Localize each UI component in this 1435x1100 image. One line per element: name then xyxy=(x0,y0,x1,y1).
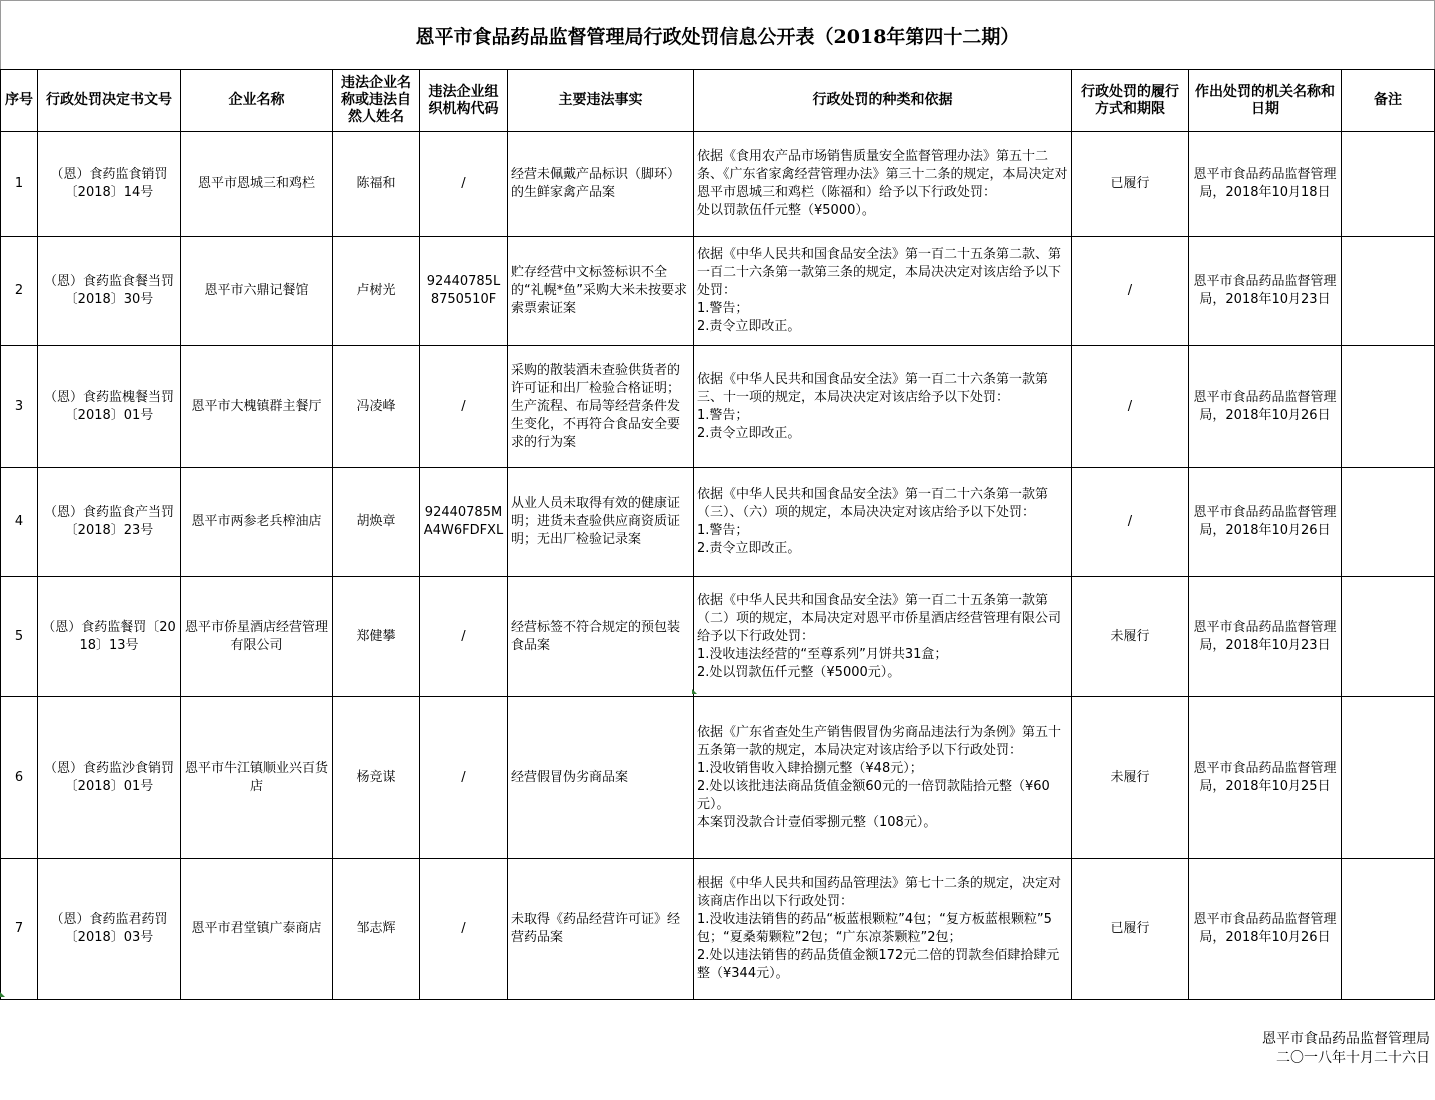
cell-execution: 已履行 xyxy=(1072,132,1189,237)
cell-authority: 恩平市食品药品监督管理局，2018年10月23日 xyxy=(1189,577,1342,697)
cell-org-code: / xyxy=(420,697,508,859)
cell-decision-no: （恩）食药监食餐当罚〔2018〕30号 xyxy=(38,237,181,346)
cell-execution: / xyxy=(1072,237,1189,346)
cell-org-code: / xyxy=(420,859,508,1000)
cell-decision-no: （恩）食药监沙食销罚〔2018〕01号 xyxy=(38,697,181,859)
header-authority: 作出处罚的机关名称和日期 xyxy=(1189,70,1342,132)
table-row xyxy=(1,237,1435,346)
cell-company: 恩平市大槐镇群主餐厅 xyxy=(181,346,333,468)
cell-company: 恩平市侨星酒店经营管理有限公司 xyxy=(181,577,333,697)
cell-person: 郑健攀 xyxy=(333,577,420,697)
cell-authority: 恩平市食品药品监督管理局，2018年10月26日 xyxy=(1189,859,1342,1000)
cell-execution: / xyxy=(1072,468,1189,577)
cell-authority: 恩平市食品药品监督管理局，2018年10月26日 xyxy=(1189,468,1342,577)
header-execution: 行政处罚的履行方式和期限 xyxy=(1072,70,1189,132)
footer xyxy=(1262,1030,1430,1068)
header-company: 企业名称 xyxy=(181,70,333,132)
cell-execution: 已履行 xyxy=(1072,859,1189,1000)
cell-facts: 从业人员未取得有效的健康证明；进货未查验供应商资质证明；无出厂检验记录案 xyxy=(508,468,694,577)
table-row xyxy=(1,468,1435,577)
cell-remark xyxy=(1342,468,1435,577)
cell-remark xyxy=(1342,132,1435,237)
cell-person: 陈福和 xyxy=(333,132,420,237)
cell-marker-icon xyxy=(0,992,5,997)
cell-person: 卢树光 xyxy=(333,237,420,346)
cell-person: 胡焕章 xyxy=(333,468,420,577)
cell-facts: 未取得《药品经营许可证》经营药品案 xyxy=(508,859,694,1000)
cell-basis: 根据《中华人民共和国药品管理法》第七十二条的规定，决定对该商店作出以下行政处罚： 1.没收违法销售的药品“板蓝根颗粒”4包；“复方板蓝根颗粒”5包；“夏桑菊颗粒”2包；“广东凉茶颗粒”2包； 2.处以违法销售的药品货值金额172元二倍的罚款叁佰肆拾肆元整（¥344元）。 xyxy=(694,859,1072,1000)
cell-basis: 依据《中华人民共和国食品安全法》第一百二十五条第二款、第一百二十六条第一款第三条的规定，本局决决定对该店给予以下处罚： 1.警告； 2.责令立即改正。 xyxy=(694,237,1072,346)
cell-remark xyxy=(1342,237,1435,346)
cell-seq: 5 xyxy=(1,577,38,697)
cell-decision-no: （恩）食药监餐罚〔2018〕13号 xyxy=(38,577,181,697)
cell-seq: 4 xyxy=(1,468,38,577)
cell-person: 冯凌峰 xyxy=(333,346,420,468)
table-row xyxy=(1,577,1435,697)
table-row xyxy=(1,132,1435,237)
cell-remark xyxy=(1342,697,1435,859)
footer-date: 二〇一八年十月二十六日 xyxy=(1276,1050,1430,1066)
cell-authority: 恩平市食品药品监督管理局，2018年10月18日 xyxy=(1189,132,1342,237)
cell-remark xyxy=(1342,859,1435,1000)
cell-seq: 2 xyxy=(1,237,38,346)
cell-person: 邹志辉 xyxy=(333,859,420,1000)
cell-facts: 经营假冒伪劣商品案 xyxy=(508,697,694,859)
table-row xyxy=(1,697,1435,859)
table-row xyxy=(1,346,1435,468)
cell-seq: 3 xyxy=(1,346,38,468)
header-seq: 序号 xyxy=(1,70,38,132)
cell-org-code: / xyxy=(420,346,508,468)
cell-decision-no: （恩）食药监君药罚〔2018〕03号 xyxy=(38,859,181,1000)
header-person: 违法企业名称或违法自然人姓名 xyxy=(333,70,420,132)
cell-decision-no: （恩）食药监食产当罚〔2018〕23号 xyxy=(38,468,181,577)
table-header-row xyxy=(1,70,1435,132)
cell-marker-icon xyxy=(692,689,697,694)
cell-execution: 未履行 xyxy=(1072,577,1189,697)
header-facts: 主要违法事实 xyxy=(508,70,694,132)
cell-authority: 恩平市食品药品监督管理局，2018年10月23日 xyxy=(1189,237,1342,346)
cell-authority: 恩平市食品药品监督管理局，2018年10月25日 xyxy=(1189,697,1342,859)
cell-execution: / xyxy=(1072,346,1189,468)
cell-seq: 1 xyxy=(1,132,38,237)
footer-issuer: 恩平市食品药品监督管理局 xyxy=(1262,1031,1430,1047)
cell-org-code: / xyxy=(420,132,508,237)
cell-basis: 依据《中华人民共和国食品安全法》第一百二十五条第一款第（二）项的规定，本局决定对恩平市侨星酒店经营管理有限公司给予以下行政处罚： 1.没收违法经营的“至尊系列”月饼共31盒； 2.处以罚款伍仟元整（¥5000元）。 xyxy=(694,577,1072,697)
cell-seq: 7 xyxy=(1,859,38,1000)
cell-decision-no: （恩）食药监食销罚〔2018〕14号 xyxy=(38,132,181,237)
cell-org-code: / xyxy=(420,577,508,697)
cell-decision-no: （恩）食药监槐餐当罚〔2018〕01号 xyxy=(38,346,181,468)
cell-facts: 贮存经营中文标签标识不全的“礼幌*鱼”采购大米未按要求索票索证案 xyxy=(508,237,694,346)
cell-org-code: 92440785MA4W6FDFXL xyxy=(420,468,508,577)
cell-remark xyxy=(1342,577,1435,697)
cell-company: 恩平市两参老兵榨油店 xyxy=(181,468,333,577)
cell-company: 恩平市牛江镇顺业兴百货店 xyxy=(181,697,333,859)
penalty-table xyxy=(0,69,1435,1000)
cell-remark xyxy=(1342,346,1435,468)
cell-basis: 依据《中华人民共和国食品安全法》第一百二十六条第一款第三、十一项的规定，本局决决定对该店给予以下处罚： 1.警告； 2.责令立即改正。 xyxy=(694,346,1072,468)
cell-person: 杨竞谋 xyxy=(333,697,420,859)
cell-facts: 经营未佩戴产品标识（脚环）的生鲜家禽产品案 xyxy=(508,132,694,237)
cell-execution: 未履行 xyxy=(1072,697,1189,859)
cell-facts: 经营标签不符合规定的预包装食品案 xyxy=(508,577,694,697)
header-org-code: 违法企业组织机构代码 xyxy=(420,70,508,132)
page-title: 恩平市食品药品监督管理局行政处罚信息公开表（2018年第四十二期） xyxy=(0,0,1435,69)
cell-company: 恩平市恩城三和鸡栏 xyxy=(181,132,333,237)
cell-org-code: 92440785L8750510F xyxy=(420,237,508,346)
cell-authority: 恩平市食品药品监督管理局，2018年10月26日 xyxy=(1189,346,1342,468)
header-remark: 备注 xyxy=(1342,70,1435,132)
cell-basis: 依据《食用农产品市场销售质量安全监督管理办法》第五十二条、《广东省家禽经营管理办法》第三十二条的规定，本局决定对恩平市恩城三和鸡栏（陈福和）给予以下行政处罚： 处以罚款伍仟元整（¥5000）。 xyxy=(694,132,1072,237)
header-basis: 行政处罚的种类和依据 xyxy=(694,70,1072,132)
cell-seq: 6 xyxy=(1,697,38,859)
cell-basis: 依据《中华人民共和国食品安全法》第一百二十六条第一款第（三）、（六）项的规定，本局决决定对该店给予以下处罚： 1.警告； 2.责令立即改正。 xyxy=(694,468,1072,577)
cell-basis: 依据《广东省查处生产销售假冒伪劣商品违法行为条例》第五十五条第一款的规定，本局决定对该店给予以下行政处罚： 1.没收销售收入肆拾捌元整（¥48元）； 2.处以该批违法商品货值金额60元的一倍罚款陆拾元整（¥60元）。 本案罚没款合计壹佰零捌元整（108元）。 xyxy=(694,697,1072,859)
table-row xyxy=(1,859,1435,1000)
cell-facts: 采购的散装酒未查验供货者的许可证和出厂检验合格证明；生产流程、布局等经营条件发生变化，不再符合食品安全要求的行为案 xyxy=(508,346,694,468)
header-decision-no: 行政处罚决定书文号 xyxy=(38,70,181,132)
cell-company: 恩平市君堂镇广泰商店 xyxy=(181,859,333,1000)
cell-company: 恩平市六鼎记餐馆 xyxy=(181,237,333,346)
